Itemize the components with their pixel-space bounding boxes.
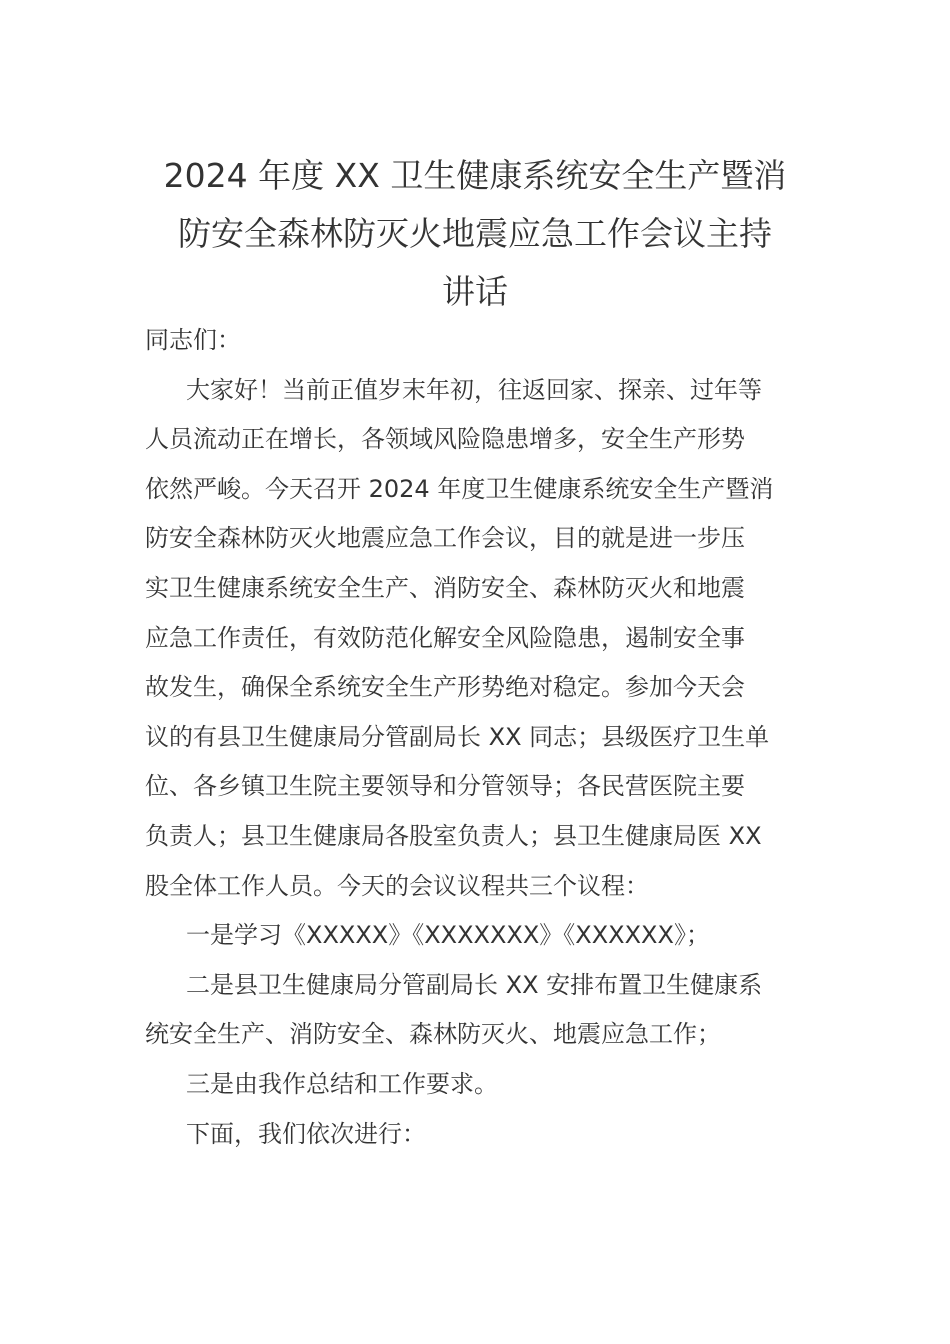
agenda-item-3 xyxy=(145,1060,813,1110)
salutation: 同志们： xyxy=(145,326,241,354)
paragraph-line: 二是县卫生健康局分管副局长 XX 安排布置卫生健康系 xyxy=(186,970,763,999)
paragraph-line: 防安全森林防灭火地震应急工作会议，目的就是进一步压 xyxy=(145,524,745,553)
paragraph-line: 应急工作责任，有效防范化解安全风险隐患，遏制安全事 xyxy=(145,623,745,652)
paragraph-line: 实卫生健康系统安全生产、消防安全、森林防灭火和地震 xyxy=(145,573,745,602)
title-line: 讲话 xyxy=(442,272,508,311)
paragraph-line: 负责人；县卫生健康局各股室负责人；县卫生健康局医 XX xyxy=(145,821,762,850)
document-body xyxy=(145,316,813,1159)
paragraph-line: 股全体工作人员。今天的会议议程共三个议程： xyxy=(145,871,649,900)
paragraph-line: 一是学习《XXXXX》《XXXXXXX》《XXXXXX》； xyxy=(186,921,710,950)
document-title xyxy=(140,147,810,321)
title-line: 2024 年度 XX 卫生健康系统安全生产暨消 xyxy=(163,156,787,195)
paragraph-line: 三是由我作总结和工作要求。 xyxy=(186,1069,498,1098)
paragraph-line: 议的有县卫生健康局分管副局长 XX 同志；县级医疗卫生单 xyxy=(145,722,770,751)
paragraph-opening xyxy=(145,366,813,912)
title-line: 防安全森林防灭火地震应急工作会议主持 xyxy=(178,214,772,253)
agenda-item-1 xyxy=(145,911,813,961)
closing-paragraph xyxy=(145,1110,813,1160)
paragraph-line: 统安全生产、消防安全、森林防灭火、地震应急工作； xyxy=(145,1020,721,1049)
paragraph-line: 大家好！当前正值岁末年初，往返回家、探亲、过年等 xyxy=(186,375,762,404)
paragraph-line: 依然严峻。今天召开 2024 年度卫生健康系统安全生产暨消 xyxy=(145,474,774,503)
paragraph-line: 下面，我们依次进行： xyxy=(186,1119,426,1148)
paragraph-line: 人员流动正在增长，各领域风险隐患增多，安全生产形势 xyxy=(145,425,745,454)
agenda-item-2 xyxy=(145,961,813,1060)
paragraph-line: 位、各乡镇卫生院主要领导和分管领导；各民营医院主要 xyxy=(145,772,745,801)
paragraph-line: 故发生，确保全系统安全生产形势绝对稳定。参加今天会 xyxy=(145,673,745,702)
